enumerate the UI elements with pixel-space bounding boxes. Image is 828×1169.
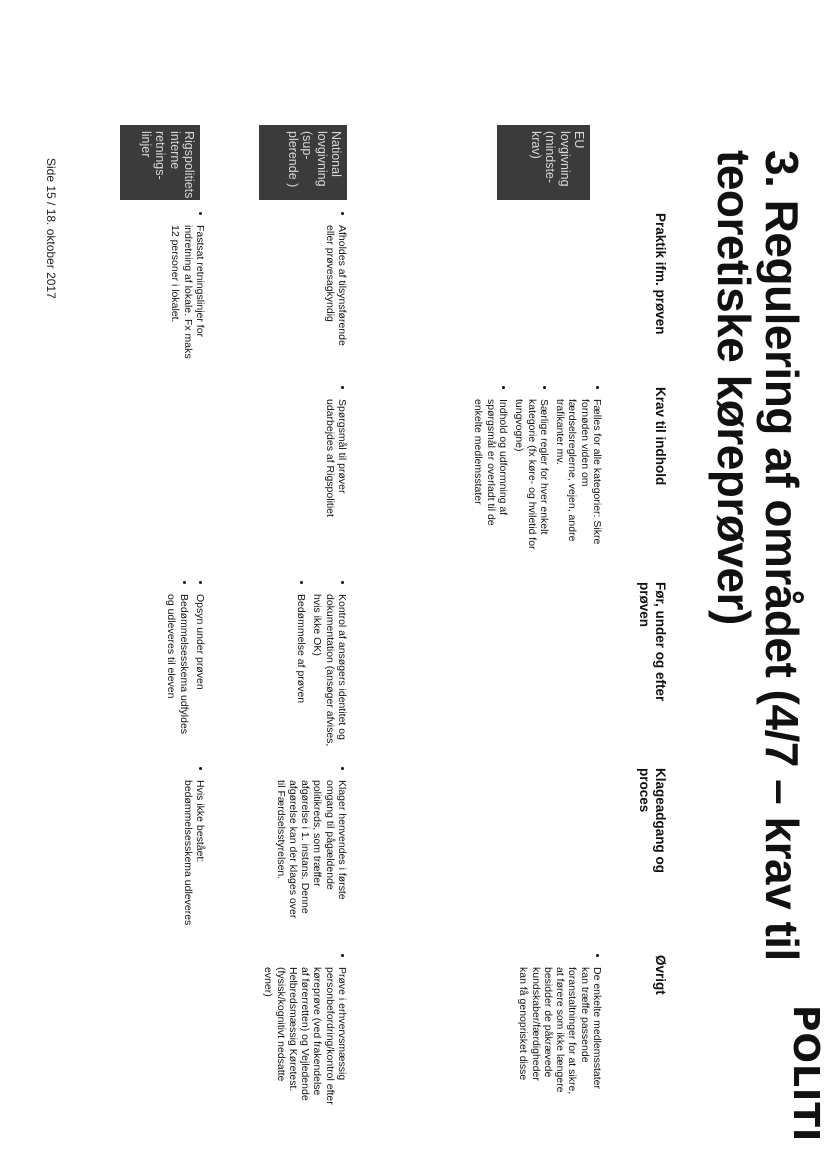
column-header-oevrigt: Øvrigt: [653, 955, 668, 995]
cell-rigspolitiet-praktik: [165, 213, 206, 363]
list-item: • Klager henvendes i første omgang til pågældende politikreds, som træffer afgørelse i 1. instans. Denne afgørelse kan der klages over til Færdselsstyrelsen.: [274, 780, 348, 928]
cell-eu-krav: [468, 387, 603, 562]
column-header-krav: Krav til indhold: [653, 387, 668, 486]
column-header-klageadgang: Klageadgang og proces: [637, 768, 668, 874]
politi-logo: POLITI: [785, 1005, 826, 1143]
row-label-rigspolitiet: Rigspolitiets interne retnings-linjer: [120, 125, 200, 200]
cell-national-oevrigt: [258, 955, 348, 1105]
list-item: • Fælles for alle kategorier: Sikre fornøden viden om færdselsreglerne, vejen, andre trafikanter mv.: [554, 399, 603, 562]
list-item: • Bedømmelse af prøven: [295, 594, 307, 747]
list-item: • Særlige regler for hver enkelt kategorie (fx køre- og hviletid for tungvogne): [513, 399, 550, 562]
cell-national-krav: [319, 387, 348, 537]
list-item: • Afholdes af tilsynsførende eller prøvesagkyndig: [323, 225, 348, 363]
list-item: • Kontrol af ansøgers identitet og dokumentation (ansøger afvises, hvis ikke OK): [311, 594, 348, 747]
footer-page-info: Side 15 / 18. oktober 2017: [44, 158, 58, 299]
list-item: • De enkelte medlemsstater kan træffe passende foranstaltninger for at sikre, at førere som ikke længere besidder de påkrævede kundskaber/færdigheder kan få genoprisket disse: [517, 967, 603, 1095]
cell-rigspolitiet-foer-under-efter: [161, 582, 206, 747]
cell-national-foer-under-efter: [291, 582, 348, 747]
list-item: • Spørgsmål til prøver udarbejdes af Rigspolitiet: [323, 399, 348, 537]
cell-national-klageadgang: [270, 768, 348, 928]
list-item: • Bedømmelsesskema udfyldes og udleveres til eleven: [165, 594, 190, 747]
list-item: • Prøve i erhvervsmæssig personbefordring/kontrol efter køreprøve (ved frakendelse af førerretten) og Vejledende Helbredsmæssig Køretest. (fysisk/kognitivt nedsatte evner): [262, 967, 348, 1105]
page-title: 3. Regulering af området (4/7 – krav til teoretiske køreprøver): [707, 150, 808, 961]
cell-national-praktik: [319, 213, 348, 363]
cell-rigspolitiet-klageadgang: [177, 768, 206, 928]
list-item: • Hvis ikke bestået: bedømmelsesskema udleveres: [181, 780, 206, 928]
column-header-foer-under-efter: Før, under og efter prøven: [637, 582, 668, 702]
row-label-eu: EU lovgivning (mindste-krav): [497, 125, 590, 200]
list-item: • Opsyn under prøven: [194, 594, 206, 747]
cell-eu-oevrigt: [513, 955, 603, 1095]
row-label-national: National lovgivning (sup-plerende ): [259, 125, 347, 200]
list-item: • Fastsat retningslinjer for indretning af lokale. Fx maks 12 personer i lokalet.: [169, 225, 206, 363]
column-header-praktik: Praktik ifm. prøven: [653, 213, 668, 335]
list-item: • Indhold og udformning af spørgsmål er overladt til de enkelte medlemsstater: [472, 399, 509, 562]
